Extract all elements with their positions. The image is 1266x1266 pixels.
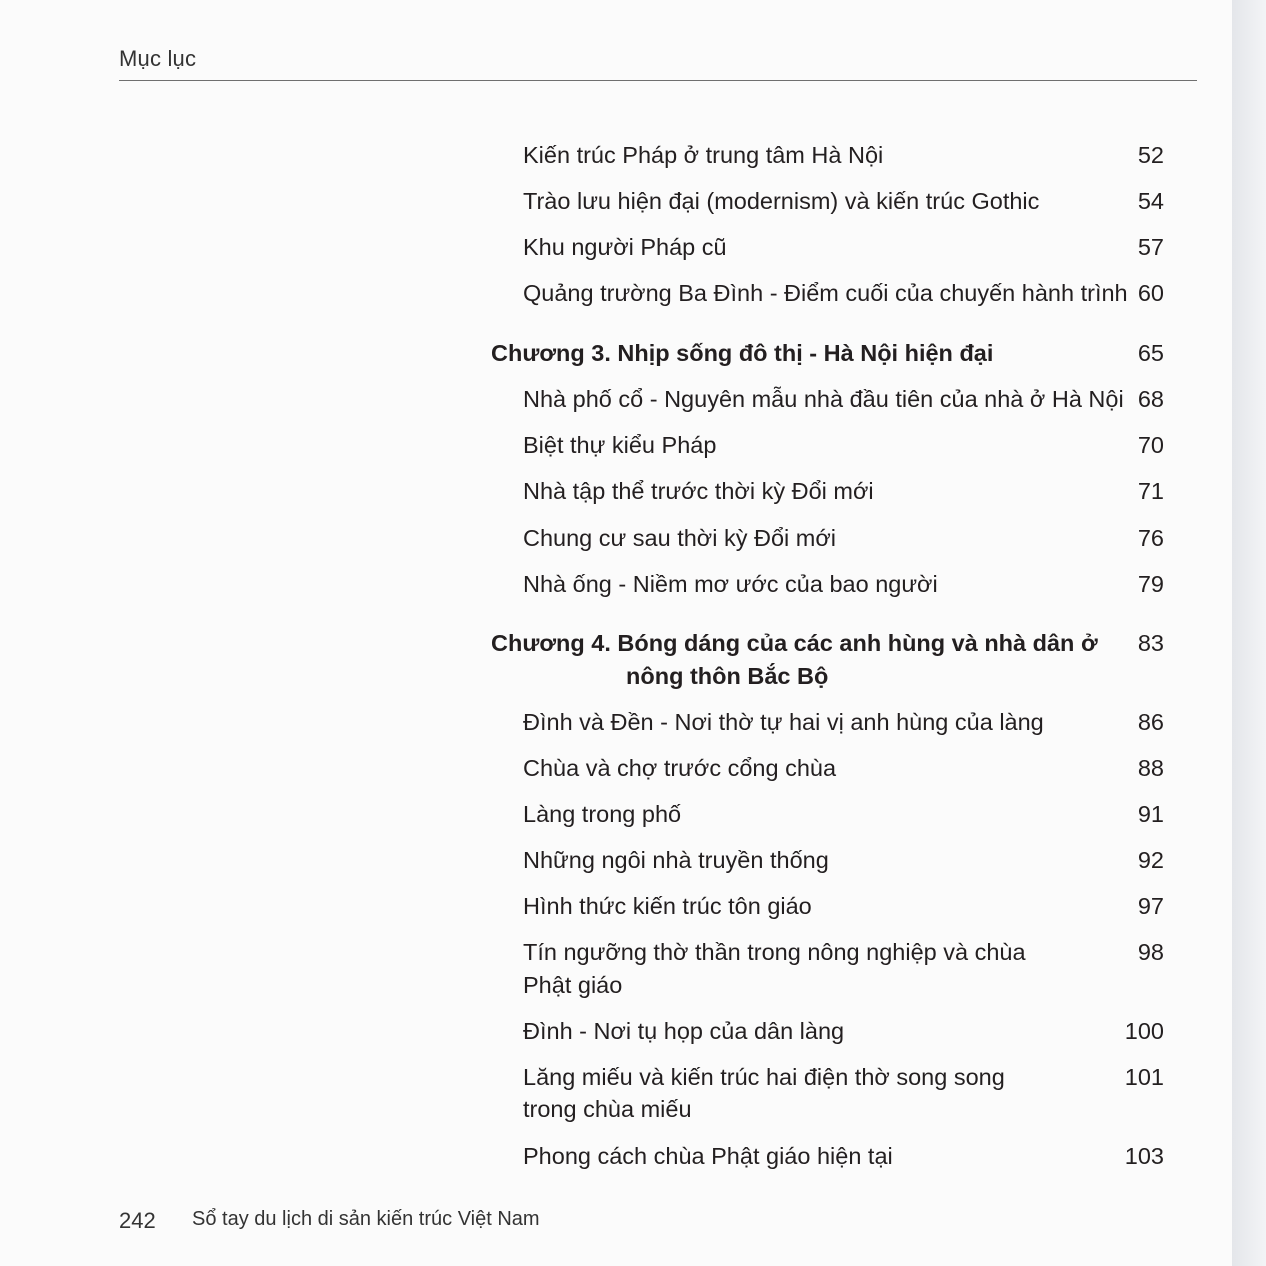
toc-entry[interactable]: Kiến trúc Pháp ở trung tâm Hà Nội [523, 142, 884, 168]
toc-entry[interactable]: Tín ngưỡng thờ thần trong nông nghiệp và chùa [523, 939, 1026, 965]
toc-entry[interactable]: Quảng trường Ba Đình - Điểm cuối của chuyến hành trình [523, 280, 1128, 306]
toc-page-number: 60 [1137, 280, 1164, 306]
toc-page-number: 68 [1137, 386, 1164, 412]
running-head-title: Mục lục [119, 46, 197, 71]
toc-page-number: 71 [1137, 478, 1164, 504]
toc-entry[interactable]: Nhà phố cổ - Nguyên mẫu nhà đầu tiên của nhà ở Hà Nội [523, 386, 1124, 412]
toc-entry[interactable]: Chùa và chợ trước cổng chùa [523, 755, 837, 781]
toc-page-number: 91 [1137, 801, 1164, 827]
toc-page-number: 70 [1137, 432, 1164, 458]
toc-page-number: 52 [1137, 142, 1164, 168]
toc-entry[interactable]: Những ngôi nhà truyền thống [523, 847, 829, 873]
toc-entry[interactable]: Biệt thự kiểu Pháp [523, 432, 717, 458]
toc-page-number: 83 [1137, 630, 1164, 656]
toc-entry[interactable]: Đình và Đền - Nơi thờ tự hai vị anh hùng của làng [523, 709, 1044, 735]
toc-entry[interactable]: Đình - Nơi tụ họp của dân làng [523, 1018, 845, 1044]
toc-page-number: 98 [1137, 939, 1164, 965]
toc-entry[interactable]: Phong cách chùa Phật giáo hiện tại [523, 1143, 893, 1169]
toc-chapter-heading[interactable]: Chương 4. Bóng dáng của các anh hùng và nhà dân ở [491, 630, 1098, 656]
toc-chapter-heading-line2[interactable]: nông thôn Bắc Bộ [626, 663, 829, 689]
toc-page-number: 57 [1137, 234, 1164, 260]
toc-entry[interactable]: Nhà tập thể trước thời kỳ Đổi mới [523, 478, 874, 504]
toc-page-number: 100 [1124, 1018, 1164, 1044]
toc-entry[interactable]: Làng trong phố [523, 801, 682, 827]
toc-page-number: 54 [1137, 188, 1164, 214]
footer-page-number: 242 [119, 1208, 156, 1233]
toc-entry[interactable]: Hình thức kiến trúc tôn giáo [523, 893, 812, 919]
toc-page-number: 101 [1124, 1064, 1164, 1090]
toc-page-number: 65 [1137, 340, 1164, 366]
toc-entry[interactable]: Nhà ống - Niềm mơ ước của bao người [523, 571, 938, 597]
page-edge [1232, 0, 1266, 1266]
toc-entry[interactable]: Trào lưu hiện đại (modernism) và kiến trúc Gothic [523, 188, 1040, 214]
toc-page-number: 86 [1137, 709, 1164, 735]
toc-page-number: 88 [1137, 755, 1164, 781]
toc-page-number: 97 [1137, 893, 1164, 919]
toc-entry-line2[interactable]: trong chùa miếu [523, 1096, 692, 1122]
toc-entry-line2[interactable]: Phật giáo [523, 972, 623, 998]
toc-entry[interactable]: Khu người Pháp cũ [523, 234, 727, 260]
toc-entry[interactable]: Chung cư sau thời kỳ Đổi mới [523, 525, 836, 551]
toc-chapter-heading[interactable]: Chương 3. Nhịp sống đô thị - Hà Nội hiện đại [491, 340, 994, 366]
toc-page-number: 79 [1137, 571, 1164, 597]
toc-page-number: 76 [1137, 525, 1164, 551]
toc-page-number: 103 [1124, 1143, 1164, 1169]
toc-page-number: 92 [1137, 847, 1164, 873]
footer-book-title: Sổ tay du lịch di sản kiến trúc Việt Nam [192, 1208, 540, 1230]
toc-entry[interactable]: Lăng miếu và kiến trúc hai điện thờ song song [523, 1064, 1005, 1090]
